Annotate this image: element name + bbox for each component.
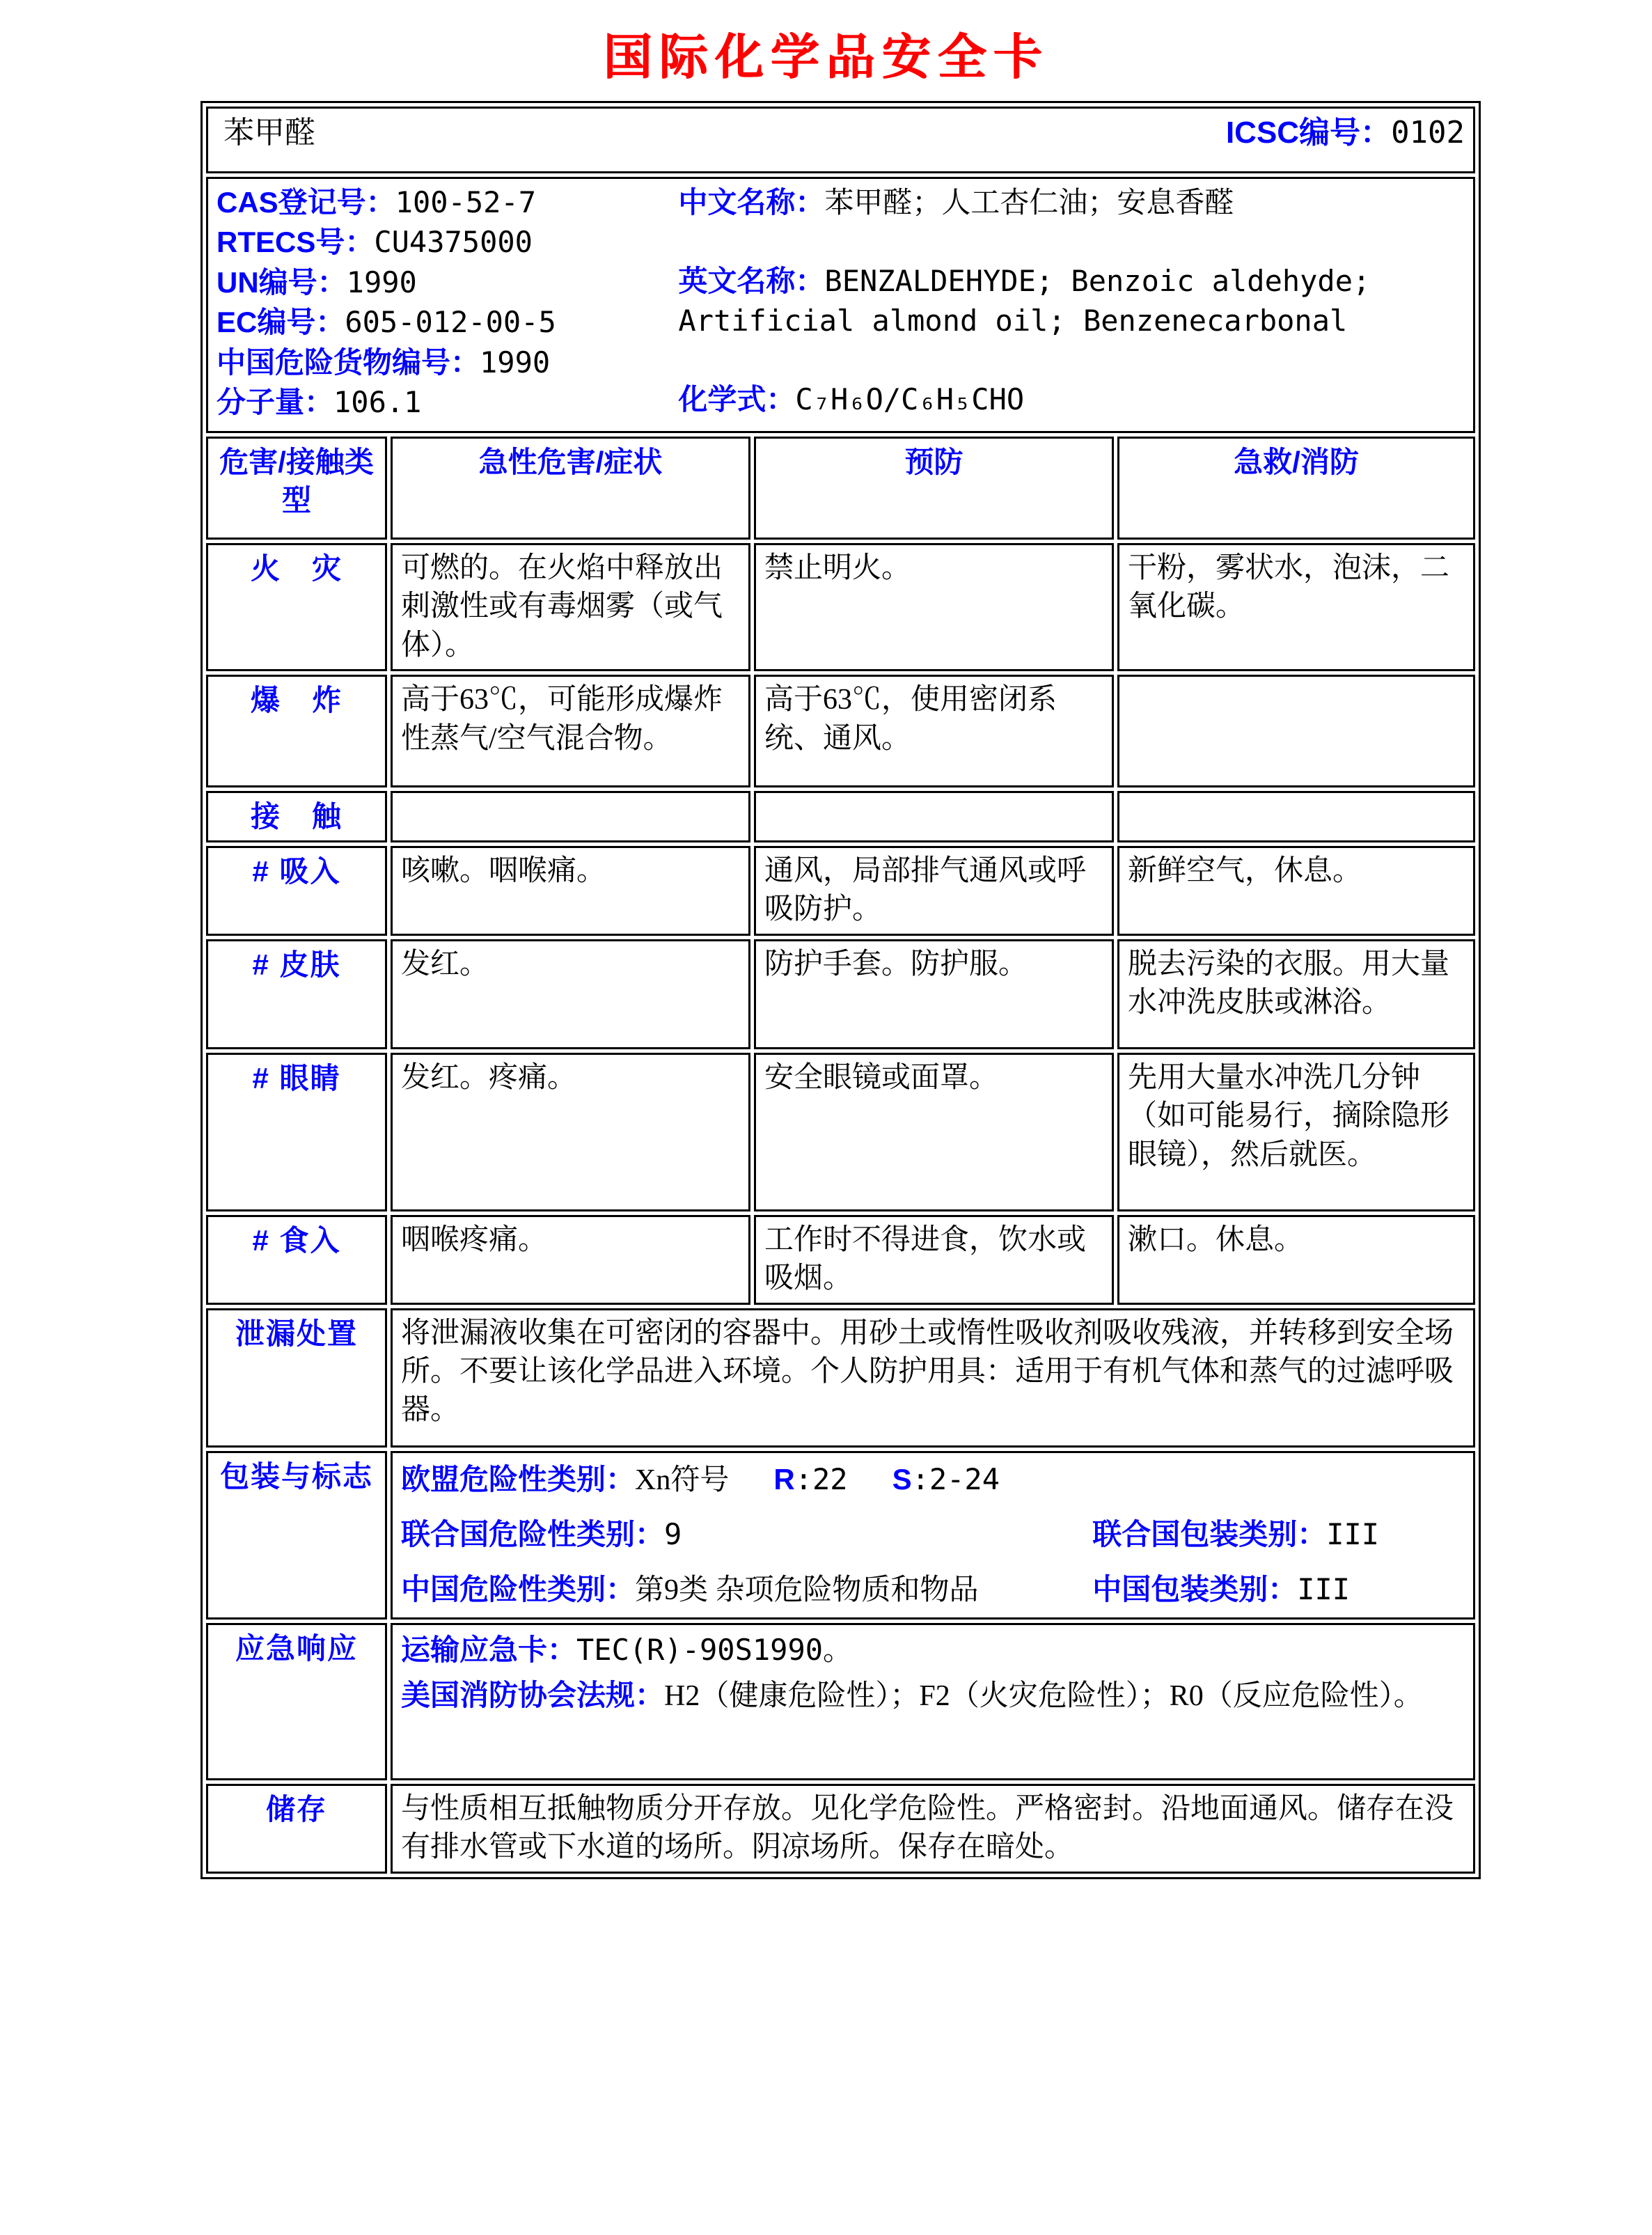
nfpa-code-value: H2（健康危险性）；F2（火灾危险性）；R0（反应危险性）。: [664, 1680, 1423, 1713]
emergency-row: [206, 1623, 1475, 1780]
molecular-weight-label: 分子量：: [217, 386, 334, 419]
eyes-symptoms-cell: 发红。疼痛。: [391, 1053, 750, 1211]
exposure-symptoms-cell: [391, 791, 750, 842]
s-phrase-label: S: [892, 1462, 912, 1496]
un-hazard-class-line: [401, 1515, 1465, 1555]
un-hazard-class-value: 9: [664, 1516, 682, 1551]
identification-cell: [206, 177, 1475, 433]
substance-name: 苯甲醛: [223, 116, 315, 150]
fire-type-cell: 火 灾: [206, 543, 387, 671]
identifier-list: [217, 183, 678, 420]
r-phrase-value: :22: [794, 1461, 848, 1496]
english-name-label: 英文名称：: [678, 264, 825, 297]
cas-number-value: 100-52-7: [395, 185, 536, 219]
hazard-table-header-row: [206, 437, 1475, 540]
r-phrase-label: R: [773, 1462, 795, 1496]
ec-number-label: EC编号：: [217, 306, 345, 339]
cas-number-line: [217, 183, 678, 223]
icsc-number-value: 0102: [1391, 115, 1465, 150]
hazard-row-fire: [206, 543, 1475, 671]
exposure-prevention-cell: [754, 791, 1114, 842]
hazard-row-ingestion: [206, 1215, 1475, 1305]
rtecs-number-label: RTECS号：: [217, 226, 375, 259]
exposure-type-cell: 接 触: [206, 791, 387, 842]
english-name-line: [678, 262, 1465, 342]
molecular-weight-value: 106.1: [333, 385, 422, 420]
explosion-type-cell: 爆 炸: [206, 675, 387, 787]
spillage-text-cell: 将泄漏液收集在可密闭的容器中。用砂土或惰性吸收剂吸收残液，并转移到安全场所。不要让该化学品进入环境。个人防护用具：适用于有机气体和蒸气的过滤呼吸器。: [391, 1308, 1475, 1448]
china-dg-number-line: [217, 343, 678, 383]
skin-type-cell: # 皮肤: [206, 939, 387, 1049]
un-pack-group-value: III: [1326, 1516, 1380, 1551]
ingestion-type-cell: # 食入: [206, 1215, 387, 1305]
china-dg-number-value: 1990: [480, 345, 551, 379]
header-symptoms: 急性危害/症状: [391, 437, 750, 540]
hazard-row-skin: [206, 939, 1475, 1049]
page-title: 国际化学品安全卡: [603, 30, 1049, 84]
china-dg-number-label: 中国危险货物编号：: [217, 345, 480, 379]
chinese-name-value: 苯甲醛；人工杏仁油；安息香醛: [824, 187, 1234, 219]
fire-symptoms-cell: 可燃的。在火焰中释放出刺激性或有毒烟雾（或气体）。: [391, 543, 750, 671]
skin-response-cell: 脱去污染的衣服。用大量水冲洗皮肤或淋浴。: [1117, 939, 1475, 1049]
spillage-type-cell: 泄漏处置: [206, 1308, 387, 1448]
icsc-card: [200, 101, 1481, 1879]
cn-hazard-class-value: 第9类 杂项危险物质和物品: [635, 1574, 979, 1607]
cn-pack-group-value: III: [1297, 1572, 1351, 1607]
formula-label: 化学式：: [678, 382, 796, 416]
explosion-prevention-cell: 高于63℃，使用密闭系统、通风。: [754, 675, 1114, 787]
transport-card-value: TEC(R)-90S1990。: [576, 1632, 853, 1667]
skin-prevention-cell: 防护手套。防护服。: [754, 939, 1114, 1049]
explosion-symptoms-cell: 高于63℃，可能形成爆炸性蒸气/空气混合物。: [391, 675, 750, 787]
explosion-response-cell: [1117, 675, 1475, 787]
eu-hazard-class-value: Xn符号: [635, 1464, 730, 1496]
ingestion-response-cell: 漱口。休息。: [1117, 1215, 1475, 1305]
formula-value: C₇H₆O/C₆H₅CHO: [795, 382, 1025, 416]
rtecs-number-line: [217, 223, 678, 262]
packaging-row: [206, 1451, 1475, 1620]
inhalation-prevention-cell: 通风，局部排气通风或呼吸防护。: [754, 846, 1114, 936]
ec-number-value: 605-012-00-5: [345, 305, 556, 340]
eyes-prevention-cell: 安全眼镜或面罩。: [754, 1053, 1114, 1211]
packaging-type-cell: 包装与标志: [206, 1451, 387, 1620]
header-prevention: 预防: [754, 437, 1114, 540]
header-hazard-type: 危害/接触类型: [206, 437, 387, 540]
cas-number-label: CAS登记号：: [217, 186, 395, 219]
transport-card-line: [401, 1631, 1465, 1670]
hazard-row-eyes: [206, 1053, 1475, 1211]
storage-row: [206, 1784, 1475, 1874]
ingestion-prevention-cell: 工作时不得进食，饮水或吸烟。: [754, 1215, 1114, 1305]
chinese-name-line: [678, 183, 1465, 223]
rtecs-number-value: CU4375000: [374, 225, 533, 260]
un-number-value: 1990: [346, 265, 417, 299]
emergency-type-cell: 应急响应: [206, 1623, 387, 1780]
cn-hazard-class-label: 中国危险性类别：: [401, 1573, 636, 1606]
name-block: [678, 183, 1465, 420]
inhalation-symptoms-cell: 咳嗽。咽喉痛。: [391, 846, 750, 936]
hazard-row-explosion: [206, 675, 1475, 787]
nfpa-code-label: 美国消防协会法规：: [401, 1679, 665, 1712]
identification-row: [206, 177, 1475, 433]
ec-number-line: [217, 303, 678, 343]
inhalation-type-cell: # 吸入: [206, 846, 387, 936]
card-header-cell: [206, 107, 1475, 173]
english-name-value: BENZALDEHYDE; Benzoic aldehyde; Artificial almond oil; Benzenecarbonal: [678, 263, 1371, 338]
eyes-type-cell: # 眼睛: [206, 1053, 387, 1211]
cn-pack-group-label: 中国包装类别：: [1092, 1573, 1298, 1606]
cn-hazard-class-line: [401, 1570, 1465, 1610]
eyes-response-cell: 先用大量水冲洗几分钟（如可能易行，摘除隐形眼镜），然后就医。: [1117, 1053, 1475, 1211]
eu-hazard-class-label: 欧盟危险性类别：: [401, 1462, 636, 1496]
inhalation-response-cell: 新鲜空气，休息。: [1117, 846, 1475, 936]
skin-symptoms-cell: 发红。: [391, 939, 750, 1049]
ingestion-symptoms-cell: 咽喉疼痛。: [391, 1215, 750, 1305]
emergency-text-cell: [391, 1623, 1475, 1780]
packaging-text-cell: [391, 1451, 1475, 1620]
fire-prevention-cell: 禁止明火。: [754, 543, 1114, 671]
chinese-name-label: 中文名称：: [678, 186, 825, 219]
card-header-row: [206, 107, 1475, 173]
un-number-label: UN编号：: [217, 265, 347, 299]
storage-type-cell: 储存: [206, 1784, 387, 1874]
fire-response-cell: 干粉，雾状水，泡沫，二氧化碳。: [1117, 543, 1475, 671]
transport-card-label: 运输应急卡：: [401, 1633, 577, 1666]
storage-text-cell: 与性质相互抵触物质分开存放。见化学危险性。严格密封。沿地面通风。储存在没有排水管或下水道的场所。阴凉场所。保存在暗处。: [391, 1784, 1475, 1874]
hazard-row-inhalation: [206, 846, 1475, 936]
header-response: 急救/消防: [1117, 437, 1475, 540]
nfpa-code-line: [401, 1676, 1465, 1716]
formula-line: [678, 380, 1465, 420]
un-hazard-class-label: 联合国危险性类别：: [401, 1517, 665, 1551]
eu-hazard-class-line: [401, 1460, 1465, 1500]
un-number-line: [217, 263, 678, 303]
spillage-row: [206, 1308, 1475, 1448]
molecular-weight-line: [217, 383, 678, 423]
s-phrase-value: :2-24: [911, 1461, 1000, 1496]
exposure-response-cell: [1117, 791, 1475, 842]
icsc-number-label: ICSC编号：: [1225, 116, 1392, 150]
hazard-row-exposure: [206, 791, 1475, 842]
un-pack-group-label: 联合国包装类别：: [1092, 1517, 1327, 1551]
